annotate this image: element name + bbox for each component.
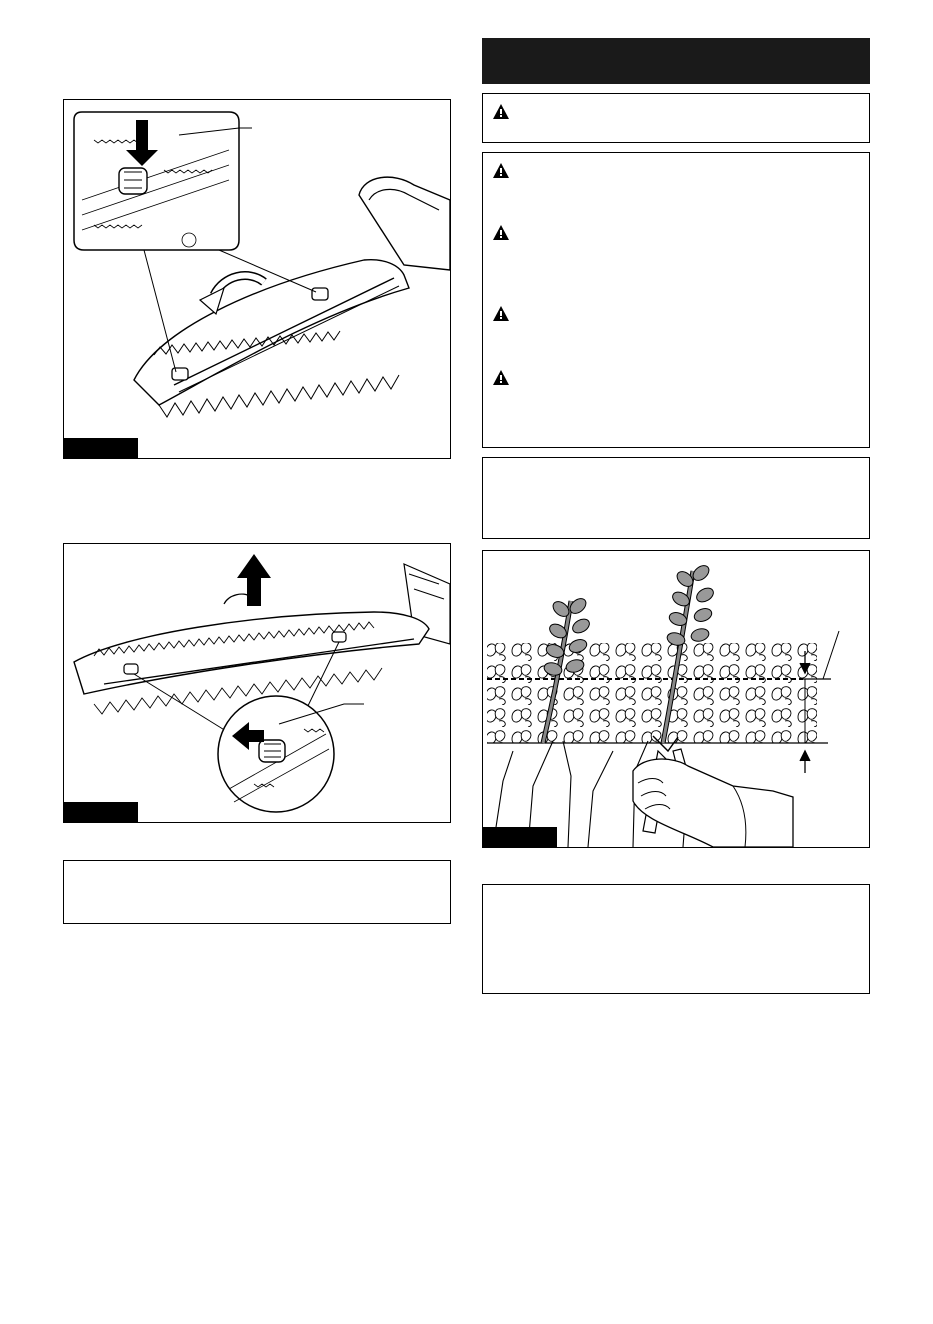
note-box xyxy=(63,860,451,924)
warning-box-2 xyxy=(482,152,870,448)
note-box xyxy=(482,457,870,539)
warning-triangle-icon xyxy=(492,162,510,179)
warning-triangle-icon xyxy=(492,305,510,322)
figure-hedge-trim-height xyxy=(482,550,870,848)
section-header xyxy=(482,38,870,84)
figure-tag xyxy=(64,802,138,822)
figure-blade-cover-remove xyxy=(63,99,451,459)
figure-blade-cover-lift xyxy=(63,543,451,823)
figure-tag xyxy=(64,438,138,458)
warning-triangle-icon xyxy=(492,369,510,386)
hedge-illustration xyxy=(483,551,869,847)
warning-triangle-icon xyxy=(492,224,510,241)
warning-triangle-icon xyxy=(492,103,510,120)
warning-box-1 xyxy=(482,93,870,143)
figure-tag xyxy=(483,827,557,847)
blade-cover-illustration xyxy=(64,100,450,458)
blade-lift-illustration xyxy=(64,544,450,822)
note-box xyxy=(482,884,870,994)
